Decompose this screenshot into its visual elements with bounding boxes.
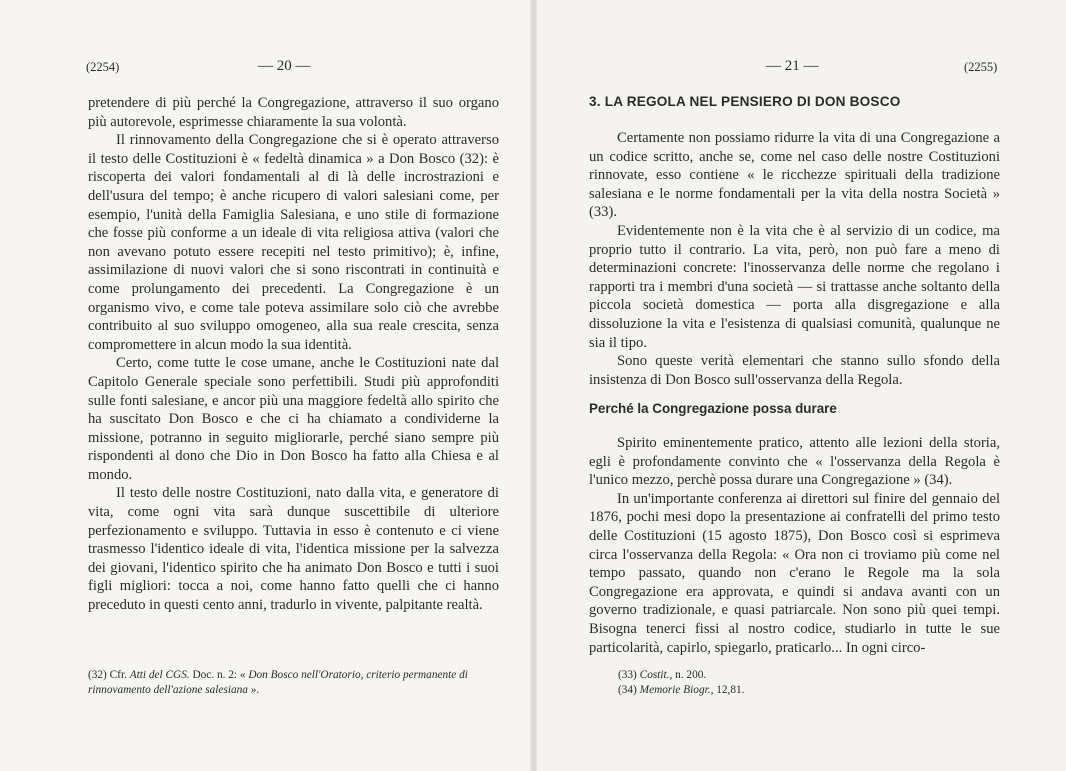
footnote: (34) Memorie Biogr., 12,81. — [618, 683, 745, 696]
body-text — [88, 94, 499, 615]
footnote: (32) Cfr. Atti del CGS. Doc. n. 2: « Don Bosco nell'Oratorio, criterio permanente di rinnovamento dell'azione salesiana ». — [88, 669, 468, 696]
subheading: Perché la Congregazione possa durare — [589, 401, 837, 416]
section-heading: 3. LA REGOLA NEL PENSIERO DI DON BOSCO — [589, 94, 901, 109]
running-head: (2255) — [964, 60, 998, 74]
book-gutter — [530, 0, 537, 771]
paragraph: Certamente non possiamo ridurre la vita di una Congregazione a un codice scritto, anche se, come nel caso delle nostre Costituzioni rinnovate, esso contiene « le ricchezze spirituali della tradizione salesiana e le norme fondamentali per la vita della nostra Società » (33). — [589, 130, 1000, 221]
footnote: (33) Costit., n. 200. — [618, 669, 707, 681]
paragraph: Il testo delle nostre Costituzioni, nato dalla vita, e generatore di vita, come ogni vita sarà dunque suscettibile di ulteriore perfezionamento e sviluppo. Tuttavia in esso è contenuto e ci viene trasmesso l'identico ideale di vita, l'identica missione per la salvezza dei giovani, l'identico spirito che ha animato Don Bosco e tutti i suoi figli migliori: tocca a noi, come hanno fatto quelli che ci hanno preceduto in questi cento anni, tradurlo in vivente, palpitante realtà. — [88, 485, 499, 614]
body-text — [589, 129, 1000, 389]
paragraph: Spirito eminentemente pratico, attento alle lezioni della storia, egli è profondamente convinto che « l'osservanza della Regola è l'unico mezzo, perchè possa durare una Congregazione » (34). — [589, 435, 1000, 489]
page-number: — 21 — — [766, 58, 819, 74]
footnotes — [618, 668, 998, 697]
paragraph: Certo, come tutte le cose umane, anche le Costituzioni nate dal Capitolo Generale speciale sono perfettibili. Studi più approfonditi sulle fonti salesiane, e ancor più una maggiore fedeltà allo spirito che ha suscitato Don Bosco e che ci ha chiamato a condividerne la missione, potranno in seguito migliorarle, perché siano sempre più rispondenti al dono che Dio in Don Bosco ha fatto alla Chiesa e al mondo. — [88, 355, 499, 483]
body-text — [589, 434, 1000, 657]
paragraph: pretendere di più perché la Congregazione, attraverso il suo organo più autorevole, esprimesse chiaramente la sua volontà. — [88, 95, 499, 130]
paragraph: Il rinnovamento della Congregazione che si è operato attraverso il testo delle Costituzioni è « fedeltà dinamica » a Don Bosco (32): è riscoperta dei valori fondamentali al di là delle incrostrazioni e dell'usura del tempo; è anche ricupero di valori salesiani come, per esempio, l'unità della Famiglia Salesiana, e uno stile di formazione che fosse più conforme a un ideale di vita religiosa attiva (valori che non avevano potuto essere recepiti nel testo primitivo); è, infine, assimilazione di nuovi valori che si sono riscontrati in continuità e come prolungamento dei precedenti. La Congregazione è un organismo vivo, e come tale poteva assimilare solo ciò che avrebbe contribuito al suo sviluppo omogeneo, alla sua reale crescita, senza compromettere in alcun modo la sua identità. — [88, 132, 499, 353]
running-head: (2254) — [86, 60, 120, 74]
paragraph: Sono queste verità elementari che stanno sullo sfondo della insistenza di Don Bosco sull'osservanza della Regola. — [589, 353, 1000, 388]
paragraph: In un'importante conferenza ai direttori sul finire del gennaio del 1876, pochi mesi dopo la presentazione ai confratelli del primo testo delle Costituzioni (15 agosto 1875), Don Bosco così si esprimeva circa l'osservanza della Regola: « Ora non ci troviamo più come nel tempo passato, quando non c'erano le Regole ma la sola Congregazione era approvata, e quindi si andava avanti con un governo tradizionale, e quasi patriarcale. Non sono più quei tempi. Bisogna tenerci fissi al nostro codice, studiarlo in tutte le sue particolarità, capirlo, spiegarlo, praticarlo... In ogni circo- — [589, 490, 1000, 656]
paragraph: Evidentemente non è la vita che è al servizio di un codice, ma proprio tutto il contrario. La vita, però, non può fare a meno di determinazioni concrete: l'inosservanza delle norme che regolano i rapporti tra i membri d'una società — si trattasse anche soltanto della piccola società domestica — porta alla disgregazione e alla dissoluzione la vita e l'esistenza di qualsiasi comunità, qualunque ne sia il tipo. — [589, 222, 1000, 351]
page-number: — 20 — — [258, 58, 311, 74]
